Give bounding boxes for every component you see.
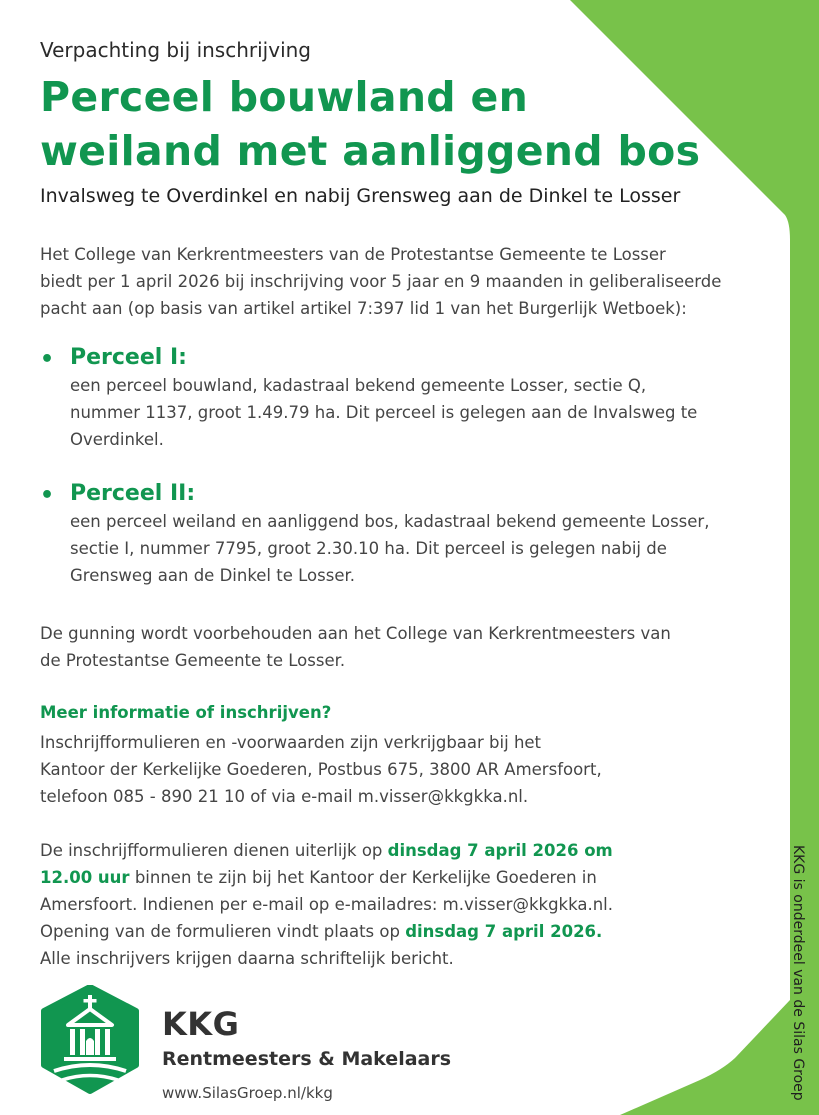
info-line: telefoon 085 - 890 21 10 of via e-mail m.visser@kkgkka.nl. (40, 787, 529, 806)
gunning-paragraph (40, 620, 671, 674)
brand-tagline: Rentmeesters & Makelaars (162, 1048, 452, 1070)
parcel-line: Overdinkel. (70, 430, 164, 449)
info-line: Inschrijfformulieren en -voorwaarden zijn verkrijgbaar bij het (40, 733, 542, 752)
opening-date-highlight: dinsdag 7 april 2026. (405, 922, 603, 941)
title-line: weiland met aanliggend bos (40, 127, 701, 175)
church-logo-icon (40, 985, 140, 1095)
side-note: KKG is onderdeel van de Silas Groep (790, 845, 806, 1101)
deadline-line: Alle inschrijvers krijgen daarna schriftelijk bericht. (40, 949, 454, 968)
gunning-line: De gunning wordt voorbehouden aan het College van Kerkrentmeesters van (40, 624, 671, 643)
subtitle: Invalsweg te Overdinkel en nabij Grensweg aan de Dinkel te Losser (40, 185, 681, 207)
parcel-line: nummer 1137, groot 1.49.79 ha. Dit perceel is gelegen aan de Invalsweg te (70, 403, 698, 422)
deadline-text: Opening van de formulieren vindt plaats op (40, 922, 406, 941)
gunning-line: de Protestantse Gemeente te Losser. (40, 651, 346, 670)
deadline-line (40, 837, 613, 864)
info-line: Kantoor der Kerkelijke Goederen, Postbus 675, 3800 AR Amersfoort, (40, 760, 602, 779)
intro-paragraph (40, 241, 775, 322)
parcel-line: sectie I, nummer 7795, groot 2.30.10 ha. Dit perceel is gelegen nabij de (70, 539, 667, 558)
deadline-line (40, 918, 613, 945)
deadline-time-highlight: 12.00 uur (40, 868, 130, 887)
intro-line: Het College van Kerkrentmeesters van de Protestantse Gemeente te Losser (40, 245, 666, 264)
deadline-text: De inschrijfformulieren dienen uiterlijk op (40, 841, 388, 860)
brand-url-link[interactable]: www.SilasGroep.nl/kkg (162, 1084, 333, 1102)
deadline-text: binnen te zijn bij het Kantoor der Kerkelijke Goederen in (129, 868, 597, 887)
brand-name: KKG (162, 1005, 240, 1043)
parcel-title: Perceel II: (70, 481, 196, 506)
deadline-date-highlight: dinsdag 7 april 2026 om (387, 841, 613, 860)
kicker-label: Verpachting bij inschrijving (40, 38, 311, 62)
intro-line: biedt per 1 april 2026 bij inschrijving voor 5 jaar en 9 maanden in geliberaliseerde (40, 272, 722, 291)
title-line: Perceel bouwland en (40, 73, 529, 121)
info-heading: Meer informatie of inschrijven? (40, 703, 332, 722)
parcel-title: Perceel I: (70, 345, 187, 370)
deadline-line: Amersfoort. Indienen per e-mail op e-mailadres: m.visser@kkgkka.nl. (40, 895, 614, 914)
bullet-icon: • (40, 347, 55, 372)
parcel-line: Grensweg aan de Dinkel te Losser. (70, 566, 355, 585)
parcel-description (70, 372, 785, 453)
info-paragraph (40, 729, 602, 810)
parcel-line: een perceel bouwland, kadastraal bekend gemeente Losser, sectie Q, (70, 376, 647, 395)
page-title (40, 70, 700, 178)
bullet-icon: • (40, 483, 55, 508)
deadline-line (40, 864, 613, 891)
parcel-description (70, 508, 785, 589)
intro-line: pacht aan (op basis van artikel artikel 7:397 lid 1 van het Burgerlijk Wetboek): (40, 299, 687, 318)
deadline-paragraph (40, 837, 613, 972)
parcel-line: een perceel weiland en aanliggend bos, kadastraal bekend gemeente Losser, (70, 512, 710, 531)
